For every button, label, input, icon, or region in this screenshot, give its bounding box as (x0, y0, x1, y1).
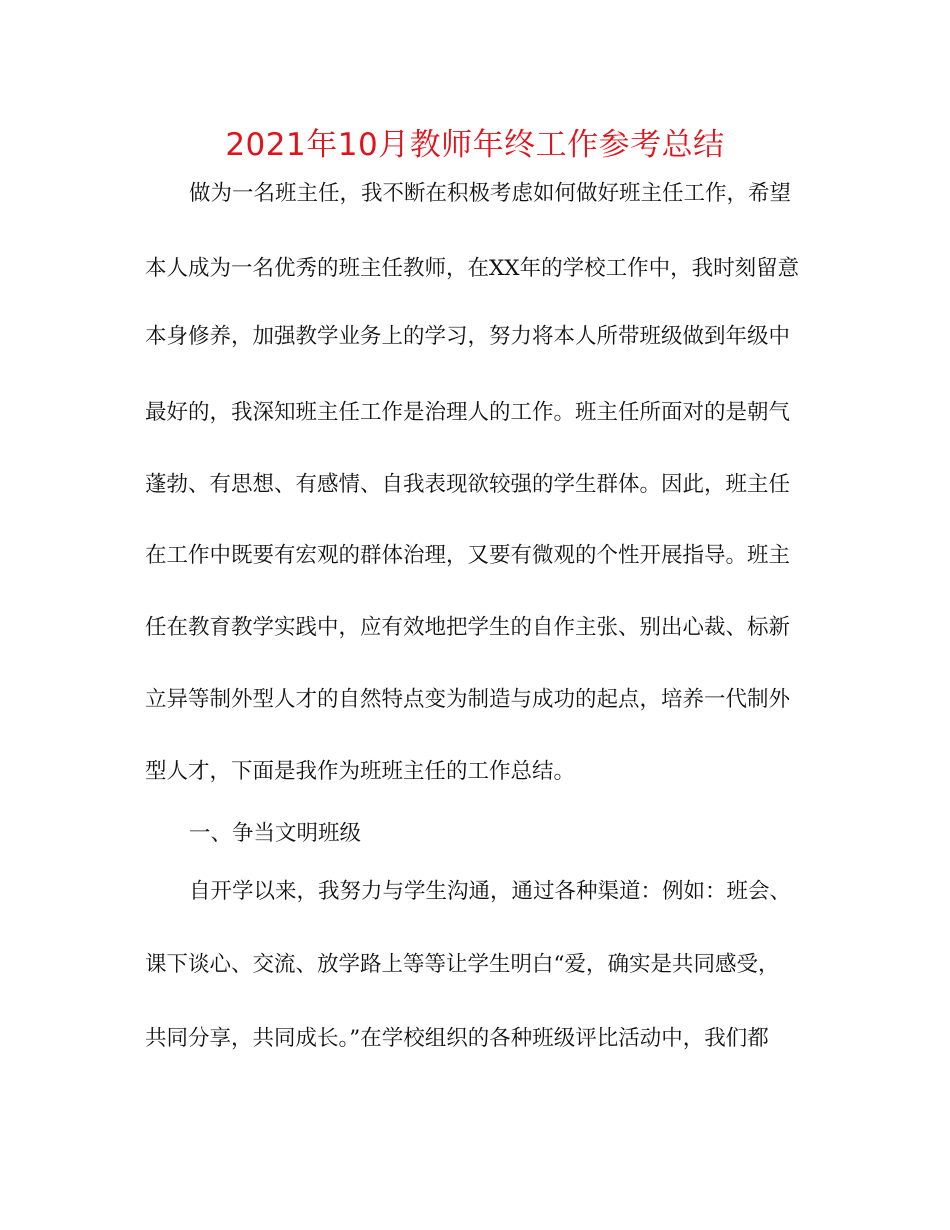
paragraph-line: 本人成为一名优秀的班主任教师，在XX年的学校工作中，我时刻留意 (145, 256, 800, 281)
paragraph-line: 最好的，我深知班主任工作是治理人的工作。班主任所面对的是朝气 (145, 400, 791, 425)
paragraph-line: 本身修养，加强教学业务上的学习，努力将本人所带班级做到年级中 (145, 324, 791, 349)
paragraph-line: 蓬勃、有思想、有感情、自我表现欲较强的学生群体。因此，班主任 (145, 472, 791, 497)
paragraph-line: 自开学以来，我努力与学生沟通，通过各种渠道：例如：班会、 (189, 879, 792, 904)
document-title: 2021年10月教师年终工作参考总结 (225, 127, 725, 163)
paragraph-line: 课下谈心、交流、放学路上等等让学生明白“爱，确实是共同感受， (145, 952, 780, 977)
paragraph-line: 型人才，下面是我作为班班主任的工作总结。 (145, 759, 576, 784)
paragraph-line: 立异等制外型人才的自然特点变为制造与成功的起点，培养一代制外 (145, 687, 791, 712)
paragraph-line: 在工作中既要有宏观的群体治理，又要有微观的个性开展指导。班主 (145, 543, 791, 568)
section-heading: 一、争当文明班级 (189, 821, 362, 846)
paragraph-line: 任在教育教学实践中，应有效地把学生的自作主张、别出心裁、标新 (145, 615, 791, 640)
paragraph-line: 做为一名班主任，我不断在积极考虑如何做好班主任工作，希望 (189, 181, 792, 206)
paragraph-line: 共同分享，共同成长。”在学校组织的各种班级评比活动中，我们都 (145, 1026, 769, 1051)
